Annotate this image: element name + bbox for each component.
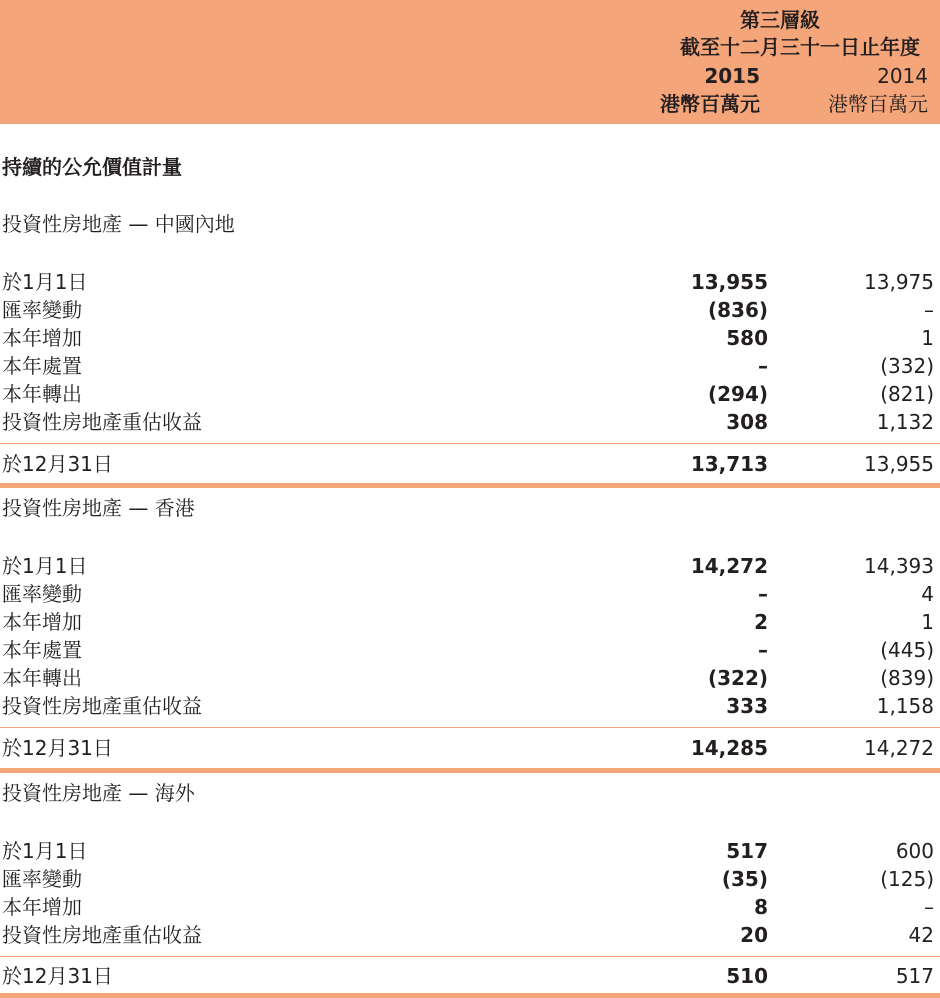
value-2015: –	[758, 638, 768, 662]
row-label: 於12月31日	[2, 452, 113, 476]
value-2014: (445)	[880, 638, 934, 662]
row-label: 匯率變動	[2, 867, 82, 891]
value-2014: –	[924, 895, 934, 919]
table-row	[0, 608, 940, 636]
divider	[0, 956, 940, 957]
value-2015: (836)	[707, 298, 768, 322]
section-divider	[0, 993, 940, 998]
row-label: 本年處置	[2, 354, 82, 378]
table-row	[0, 408, 940, 436]
row-label: 本年增加	[2, 610, 82, 634]
table-row	[0, 893, 940, 921]
section-title: 持續的公允價值計量	[2, 155, 182, 179]
value-2014: (125)	[880, 867, 934, 891]
year-2014: 2014	[877, 64, 928, 88]
row-label: 投資性房地產重估收益	[2, 410, 202, 434]
value-2014: 4	[921, 582, 934, 606]
table-row	[0, 552, 940, 580]
section-divider	[0, 768, 940, 773]
value-2014: 42	[908, 923, 934, 947]
value-2015: 20	[740, 923, 768, 947]
table-row	[0, 865, 940, 893]
row-label: 於1月1日	[2, 270, 88, 294]
value-2014: 1,132	[876, 410, 934, 434]
row-label: 投資性房地產重估收益	[2, 694, 202, 718]
row-label: 匯率變動	[2, 582, 82, 606]
row-label: 於12月31日	[2, 736, 113, 760]
section-heading: 投資性房地產 — 中國內地	[2, 212, 235, 236]
total-row	[0, 450, 940, 478]
value-2014: 13,955	[864, 452, 934, 476]
table-row	[0, 636, 940, 664]
value-2015: 13,713	[690, 452, 768, 476]
row-label: 於12月31日	[2, 964, 113, 988]
table-row	[0, 268, 940, 296]
tier-label: 第三層級	[740, 8, 820, 32]
value-2014: 13,975	[864, 270, 934, 294]
value-2015: 14,272	[690, 554, 768, 578]
value-2014: (332)	[880, 354, 934, 378]
row-label: 本年轉出	[2, 382, 82, 406]
table-row	[0, 380, 940, 408]
value-2015: 517	[726, 839, 768, 863]
section-heading: 投資性房地產 — 海外	[2, 781, 195, 805]
row-label: 投資性房地產重估收益	[2, 923, 202, 947]
row-label: 本年增加	[2, 326, 82, 350]
value-2015: (322)	[707, 666, 768, 690]
value-2014: 1,158	[876, 694, 934, 718]
value-2015: 510	[726, 964, 768, 988]
year-2015: 2015	[704, 64, 760, 88]
value-2015: 308	[726, 410, 768, 434]
table-row	[0, 296, 940, 324]
section-heading: 投資性房地產 — 香港	[2, 496, 195, 520]
value-2014: 1	[921, 326, 934, 350]
value-2014: 1	[921, 610, 934, 634]
value-2014: –	[924, 298, 934, 322]
divider	[0, 443, 940, 444]
table-row	[0, 692, 940, 720]
value-2015: 580	[726, 326, 768, 350]
value-2015: –	[758, 582, 768, 606]
unit-2015: 港幣百萬元	[660, 92, 760, 116]
value-2014: (821)	[880, 382, 934, 406]
row-label: 於1月1日	[2, 839, 88, 863]
row-label: 本年處置	[2, 638, 82, 662]
value-2014: 600	[895, 839, 934, 863]
value-2015: 333	[726, 694, 768, 718]
total-row	[0, 734, 940, 762]
value-2014: 14,393	[864, 554, 934, 578]
divider	[0, 727, 940, 728]
total-row	[0, 962, 940, 990]
value-2015: (35)	[721, 867, 768, 891]
section-divider	[0, 483, 940, 488]
row-label: 於1月1日	[2, 554, 88, 578]
table-row	[0, 837, 940, 865]
value-2015: 8	[754, 895, 768, 919]
value-2014: 517	[895, 964, 934, 988]
value-2015: 14,285	[690, 736, 768, 760]
row-label: 本年增加	[2, 895, 82, 919]
unit-2014: 港幣百萬元	[828, 92, 928, 116]
value-2015: (294)	[707, 382, 768, 406]
table-header	[0, 0, 940, 124]
table-row	[0, 664, 940, 692]
value-2015: –	[758, 354, 768, 378]
value-2015: 2	[754, 610, 768, 634]
value-2014: (839)	[880, 666, 934, 690]
row-label: 本年轉出	[2, 666, 82, 690]
value-2014: 14,272	[864, 736, 934, 760]
table-row	[0, 324, 940, 352]
table-row	[0, 921, 940, 949]
period-label: 截至十二月三十一日止年度	[680, 35, 920, 59]
table-row	[0, 352, 940, 380]
row-label: 匯率變動	[2, 298, 82, 322]
value-2015: 13,955	[690, 270, 768, 294]
table-row	[0, 580, 940, 608]
